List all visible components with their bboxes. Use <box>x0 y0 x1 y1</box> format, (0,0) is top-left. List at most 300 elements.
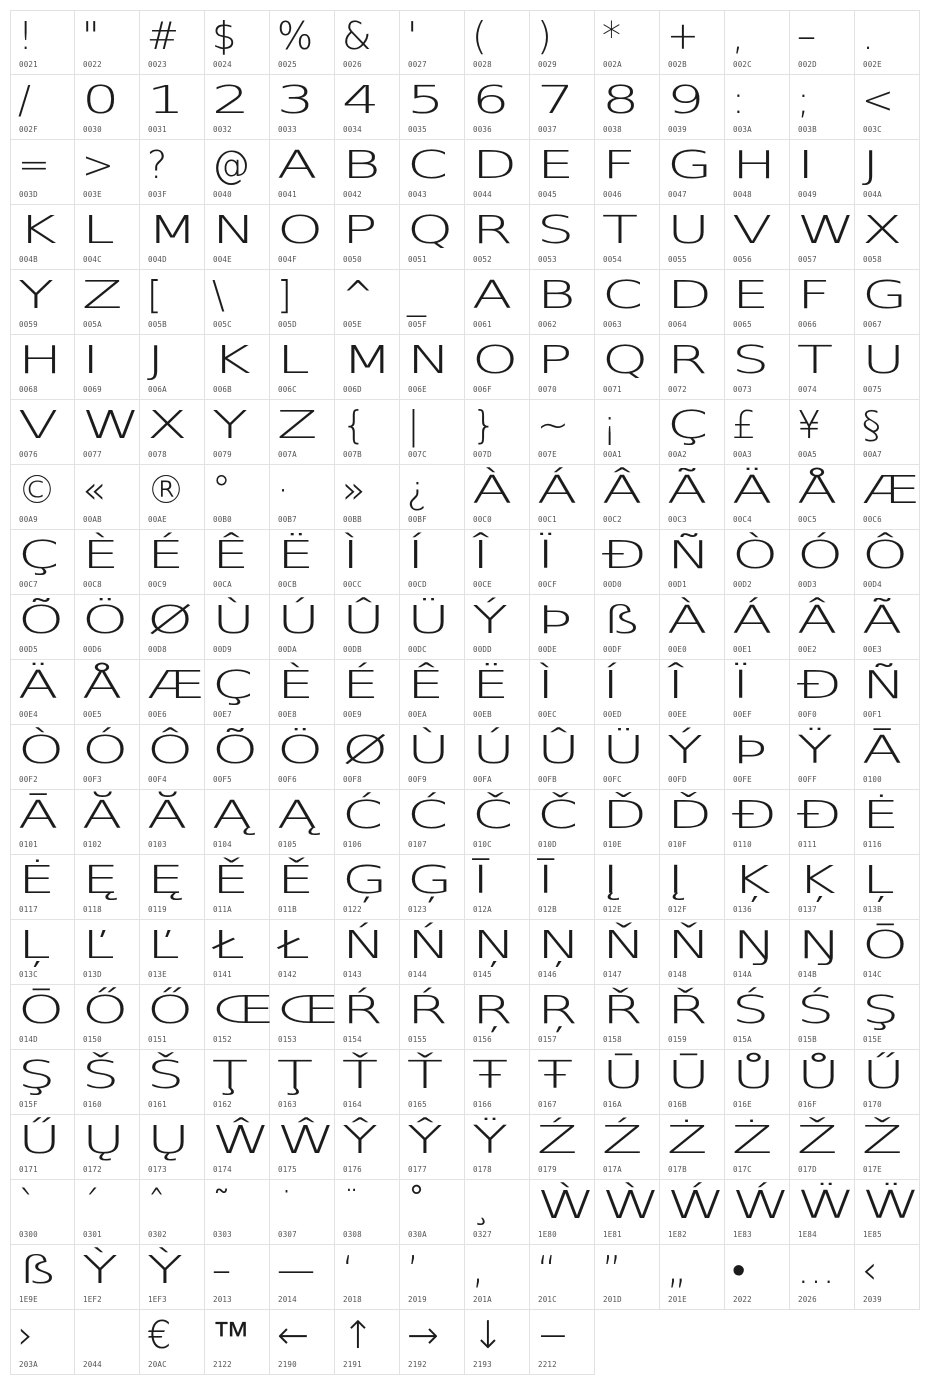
glyph-cell <box>10 465 75 530</box>
glyph-cell <box>530 400 595 465</box>
glyph-sample: X <box>862 208 903 252</box>
glyph-cell <box>855 465 920 530</box>
codepoint-label: 0076 <box>19 450 38 459</box>
codepoint-label: 002A <box>603 60 622 69</box>
codepoint-label: 006E <box>408 385 427 394</box>
glyph-sample: } <box>472 403 497 447</box>
codepoint-label: 0069 <box>83 385 102 394</box>
glyph-cell <box>140 1050 205 1115</box>
codepoint-label: 00EB <box>473 710 492 719</box>
codepoint-label: 1EF3 <box>148 1295 167 1304</box>
glyph-cell <box>205 1245 270 1310</box>
codepoint-label: 00D1 <box>668 580 687 589</box>
glyph-sample: Ä <box>18 663 59 707</box>
codepoint-label: 00D4 <box>863 580 882 589</box>
glyph-cell <box>595 140 660 205</box>
glyph-cell <box>205 400 270 465</box>
glyph-cell <box>10 660 75 725</box>
codepoint-label: 0179 <box>538 1165 557 1174</box>
glyph-cell <box>660 270 725 335</box>
codepoint-label: 007A <box>278 450 297 459</box>
codepoint-label: 2212 <box>538 1360 557 1369</box>
glyph-sample: É <box>147 533 185 577</box>
codepoint-label: 00EA <box>408 710 427 719</box>
codepoint-label: 016E <box>733 1100 752 1109</box>
glyph-cell <box>400 465 465 530</box>
glyph-cell <box>270 335 335 400</box>
codepoint-label: 0072 <box>668 385 687 394</box>
codepoint-label: 0162 <box>213 1100 232 1109</box>
codepoint-label: 00F0 <box>798 710 817 719</box>
glyph-cell <box>530 75 595 140</box>
glyph-sample: Ŕ <box>342 988 383 1032</box>
glyph-sample: Ç <box>212 663 254 707</box>
glyph-cell <box>10 335 75 400</box>
glyph-sample: X <box>147 403 188 447</box>
glyph-cell <box>75 790 140 855</box>
glyph-sample: È <box>277 663 315 707</box>
glyph-sample: $ <box>212 14 237 58</box>
codepoint-label: 0103 <box>148 840 167 849</box>
codepoint-label: 00B0 <box>213 515 232 524</box>
glyph-sample: Ō <box>862 923 909 967</box>
glyph-cell <box>465 75 530 140</box>
glyph-cell <box>530 205 595 270</box>
glyph-sample: → <box>407 1313 439 1357</box>
glyph-cell <box>595 660 660 725</box>
glyph-cell <box>400 855 465 920</box>
glyph-sample: ( <box>472 14 487 58</box>
glyph-cell <box>660 920 725 985</box>
codepoint-label: 0031 <box>148 125 167 134</box>
glyph-cell <box>790 335 855 400</box>
codepoint-label: 0061 <box>473 320 492 329</box>
glyph-cell <box>465 10 530 75</box>
glyph-cell <box>140 920 205 985</box>
glyph-cell <box>530 1310 595 1375</box>
glyph-cell <box>660 985 725 1050</box>
glyph-sample: J <box>147 338 165 382</box>
glyph-cell <box>140 660 205 725</box>
glyph-cell <box>855 400 920 465</box>
glyph-cell <box>855 985 920 1050</box>
codepoint-label: 0137 <box>798 905 817 914</box>
glyph-sample: › <box>18 1313 34 1357</box>
glyph-cell <box>595 335 660 400</box>
glyph-cell <box>335 75 400 140</box>
glyph-cell <box>660 855 725 920</box>
glyph-cell <box>400 140 465 205</box>
glyph-sample: Ê <box>212 533 250 577</box>
codepoint-label: 00C4 <box>733 515 752 524</box>
glyph-sample: F <box>602 143 636 187</box>
codepoint-label: 005B <box>148 320 167 329</box>
glyph-sample: Ō <box>18 988 65 1032</box>
glyph-cell <box>335 985 400 1050</box>
glyph-cell <box>855 75 920 140</box>
glyph-sample: U <box>862 338 906 382</box>
glyph-sample: > <box>82 143 114 187</box>
glyph-cell <box>530 465 595 530</box>
glyph-sample: Ő <box>147 988 194 1032</box>
codepoint-label: 004D <box>148 255 167 264</box>
glyph-cell <box>335 400 400 465</box>
glyph-cell <box>205 595 270 660</box>
glyph-cell <box>725 335 790 400</box>
glyph-cell <box>660 725 725 790</box>
glyph-cell <box>465 660 530 725</box>
codepoint-label: 00E2 <box>798 645 817 654</box>
glyph-cell <box>75 465 140 530</box>
glyph-sample: À <box>472 468 513 512</box>
codepoint-label: 00BB <box>343 515 362 524</box>
glyph-cell <box>270 140 335 205</box>
glyph-cell <box>205 335 270 400</box>
glyph-cell <box>725 400 790 465</box>
glyph-sample: Ü <box>407 598 451 642</box>
codepoint-label: 00A7 <box>863 450 882 459</box>
glyph-sample: Ľ <box>147 923 180 967</box>
glyph-cell <box>530 985 595 1050</box>
glyph-cell <box>270 595 335 660</box>
codepoint-label: 0063 <box>603 320 622 329</box>
glyph-cell <box>270 400 335 465</box>
glyph-sample: : <box>732 78 745 122</box>
glyph-sample: D <box>472 143 518 187</box>
codepoint-label: 00CC <box>343 580 362 589</box>
codepoint-label: 002F <box>19 125 38 134</box>
codepoint-label: 00E1 <box>733 645 752 654</box>
glyph-cell <box>855 205 920 270</box>
glyph-sample: \ <box>212 273 225 317</box>
glyph-sample: Ŗ <box>472 988 513 1032</box>
glyph-cell <box>465 1115 530 1180</box>
codepoint-label: 201A <box>473 1295 492 1304</box>
glyph-sample: A <box>277 143 318 187</box>
glyph-sample: I <box>82 338 100 382</box>
codepoint-label: 010E <box>603 840 622 849</box>
codepoint-label: 0300 <box>19 1230 38 1239</box>
glyph-sample: Ñ <box>667 533 712 577</box>
codepoint-label: 014C <box>863 970 882 979</box>
glyph-cell <box>530 270 595 335</box>
codepoint-label: 0148 <box>668 970 687 979</box>
glyph-cell <box>790 465 855 530</box>
glyph-cell <box>530 1180 595 1245</box>
glyph-sample: ↑ <box>342 1313 374 1357</box>
glyph-sample: Ģ <box>342 858 388 902</box>
glyph-cell <box>465 335 530 400</box>
glyph-cell <box>10 725 75 790</box>
codepoint-label: 00ED <box>603 710 622 719</box>
codepoint-label: 0136 <box>733 905 752 914</box>
glyph-cell <box>660 1050 725 1115</box>
glyph-cell <box>75 595 140 660</box>
codepoint-label: 00CB <box>278 580 297 589</box>
codepoint-label: 00E8 <box>278 710 297 719</box>
glyph-sample: Ž <box>797 1118 838 1162</box>
codepoint-label: 010C <box>473 840 492 849</box>
glyph-sample: Â <box>602 468 643 512</box>
glyph-sample: Æ <box>147 663 205 707</box>
glyph-cell <box>660 1115 725 1180</box>
glyph-sample: Ö <box>277 728 324 772</box>
glyph-sample: V <box>18 403 59 447</box>
codepoint-label: 007B <box>343 450 362 459</box>
glyph-sample: Ỳ <box>82 1248 118 1292</box>
glyph-cell <box>335 335 400 400</box>
glyph-sample: € <box>147 1313 172 1357</box>
codepoint-label: 0178 <box>473 1165 492 1174</box>
codepoint-label: 0161 <box>148 1100 167 1109</box>
glyph-cell <box>530 595 595 660</box>
codepoint-label: 00B7 <box>278 515 297 524</box>
glyph-cell <box>595 1050 660 1115</box>
glyph-sample: É <box>342 663 380 707</box>
glyph-cell <box>725 855 790 920</box>
codepoint-label: 005F <box>408 320 427 329</box>
codepoint-label: 0147 <box>603 970 622 979</box>
codepoint-label: 0048 <box>733 190 752 199</box>
glyph-cell <box>400 1310 465 1375</box>
glyph-cell <box>400 335 465 400</box>
codepoint-label: 015E <box>863 1035 882 1044</box>
glyph-cell <box>205 140 270 205</box>
glyph-sample: Þ <box>537 598 573 642</box>
glyph-cell <box>465 1310 530 1375</box>
glyph-sample: Ú <box>277 598 321 642</box>
glyph-sample: Ő <box>82 988 129 1032</box>
glyph-sample: G <box>862 273 908 317</box>
glyph-cell <box>75 1050 140 1115</box>
glyph-sample: Ă <box>147 793 188 837</box>
glyph-sample: Ò <box>18 728 65 772</box>
glyph-cell <box>465 1180 530 1245</box>
glyph-sample: ‘ <box>342 1248 355 1292</box>
glyph-sample: * <box>602 14 621 58</box>
codepoint-label: 0036 <box>473 125 492 134</box>
glyph-sample: Æ <box>862 468 920 512</box>
codepoint-label: 1E83 <box>733 1230 752 1239</box>
codepoint-label: 0165 <box>408 1100 427 1109</box>
glyph-cell <box>725 270 790 335</box>
codepoint-label: 0023 <box>148 60 167 69</box>
glyph-sample: … <box>797 1248 835 1292</box>
glyph-cell <box>465 920 530 985</box>
glyph-cell <box>270 1050 335 1115</box>
glyph-cell <box>400 985 465 1050</box>
glyph-sample: T <box>797 338 833 382</box>
glyph-cell <box>855 595 920 660</box>
glyph-cell <box>140 725 205 790</box>
codepoint-label: 017B <box>668 1165 687 1174</box>
glyph-cell <box>595 1245 660 1310</box>
glyph-sample: Ń <box>342 923 387 967</box>
glyph-sample: M <box>342 338 393 382</box>
codepoint-label: 00EC <box>538 710 557 719</box>
glyph-cell <box>725 1245 790 1310</box>
glyph-cell <box>335 1310 400 1375</box>
glyph-sample: Ė <box>18 858 56 902</box>
glyph-sample: ¸ <box>472 1183 491 1227</box>
codepoint-label: 0308 <box>343 1230 362 1239</box>
glyph-sample: Ù <box>407 728 451 772</box>
codepoint-label: 0158 <box>603 1035 622 1044</box>
codepoint-label: 0056 <box>733 255 752 264</box>
glyph-sample: Ä <box>732 468 773 512</box>
codepoint-label: 0105 <box>278 840 297 849</box>
glyph-sample: # <box>147 14 179 58</box>
codepoint-label: 013B <box>863 905 882 914</box>
glyph-cell <box>725 1115 790 1180</box>
glyph-cell <box>140 1245 205 1310</box>
glyph-sample: S <box>537 208 575 252</box>
glyph-sample: Ď <box>602 793 648 837</box>
codepoint-label: 0144 <box>408 970 427 979</box>
glyph-sample: Ð <box>602 533 648 577</box>
glyph-cell <box>270 985 341 1050</box>
codepoint-label: 0155 <box>408 1035 427 1044</box>
glyph-cell <box>595 725 660 790</box>
glyph-sample: | <box>407 403 420 447</box>
codepoint-label: 00BF <box>408 515 427 524</box>
glyph-sample: Ö <box>82 598 129 642</box>
glyph-cell <box>205 725 270 790</box>
glyph-cell <box>855 140 920 205</box>
codepoint-label: 0040 <box>213 190 232 199</box>
glyph-cell <box>10 10 75 75</box>
glyph-cell <box>855 530 920 595</box>
glyph-sample: Î <box>667 663 685 707</box>
glyph-cell <box>75 660 140 725</box>
codepoint-label: 0175 <box>278 1165 297 1174</box>
glyph-sample: Í <box>602 663 620 707</box>
glyph-cell <box>205 1180 270 1245</box>
codepoint-label: 004C <box>83 255 102 264</box>
codepoint-label: 00CA <box>213 580 232 589</box>
glyph-cell <box>10 530 75 595</box>
glyph-sample: Č <box>472 793 514 837</box>
glyph-cell <box>140 1310 205 1375</box>
glyph-sample: _ <box>407 273 426 317</box>
glyph-cell <box>855 270 920 335</box>
glyph-sample: Ŷ <box>342 1118 378 1162</box>
glyph-sample: 1 <box>147 78 185 122</box>
glyph-cell <box>660 400 725 465</box>
codepoint-label: 201C <box>538 1295 557 1304</box>
glyph-sample: E <box>537 143 575 187</box>
glyph-sample: Ę <box>82 858 120 902</box>
glyph-sample: Œ <box>212 988 276 1032</box>
glyph-cell <box>790 270 855 335</box>
codepoint-label: 0065 <box>733 320 752 329</box>
glyph-cell <box>660 595 725 660</box>
glyph-cell <box>335 530 400 595</box>
glyph-sample: C <box>602 273 644 317</box>
glyph-cell <box>270 1310 335 1375</box>
glyph-sample: Ś <box>797 988 835 1032</box>
glyph-cell <box>205 465 270 530</box>
codepoint-label: 0033 <box>278 125 297 134</box>
glyph-sample: Ť <box>407 1053 443 1097</box>
codepoint-label: 0045 <box>538 190 557 199</box>
glyph-sample: ) <box>537 14 552 58</box>
glyph-sample: Ŋ <box>797 923 842 967</box>
glyph-sample: Ô <box>147 728 194 772</box>
codepoint-label: 0122 <box>343 905 362 914</box>
glyph-cell <box>400 75 465 140</box>
glyph-cell <box>75 1180 140 1245</box>
codepoint-label: 2013 <box>213 1295 232 1304</box>
glyph-sample: ! <box>18 14 34 58</box>
glyph-cell <box>205 270 270 335</box>
codepoint-label: 0176 <box>343 1165 362 1174</box>
glyph-sample: ’ <box>407 1248 420 1292</box>
codepoint-label: 2190 <box>278 1360 297 1369</box>
glyph-cell <box>335 725 400 790</box>
glyph-cell <box>75 75 140 140</box>
glyph-cell <box>725 140 790 205</box>
glyph-sample: Õ <box>212 728 259 772</box>
codepoint-label: 00F4 <box>148 775 167 784</box>
glyph-sample: Ţ <box>277 1053 313 1097</box>
codepoint-label: 201D <box>603 1295 622 1304</box>
glyph-cell <box>10 985 75 1050</box>
codepoint-label: 0066 <box>798 320 817 329</box>
glyph-sample: O <box>277 208 324 252</box>
glyph-sample: Ø <box>342 728 389 772</box>
glyph-sample: Ì <box>342 533 360 577</box>
glyph-sample: I <box>797 143 815 187</box>
glyph-sample: Š <box>82 1053 120 1097</box>
glyph-cell <box>595 790 660 855</box>
codepoint-label: 00D6 <box>83 645 102 654</box>
glyph-sample: Ş <box>18 1053 56 1097</box>
codepoint-label: 0021 <box>19 60 38 69</box>
codepoint-label: 0029 <box>538 60 557 69</box>
glyph-sample: / <box>18 78 31 122</box>
glyph-sample: Ñ <box>862 663 907 707</box>
codepoint-label: 0024 <box>213 60 232 69</box>
codepoint-label: 007D <box>473 450 492 459</box>
glyph-cell <box>205 985 276 1050</box>
codepoint-label: 00F8 <box>343 775 362 784</box>
codepoint-label: 00F3 <box>83 775 102 784</box>
glyph-sample: Ľ <box>82 923 115 967</box>
codepoint-label: 0050 <box>343 255 362 264</box>
glyph-sample: D <box>667 273 713 317</box>
glyph-cell <box>725 920 790 985</box>
codepoint-label: 0032 <box>213 125 232 134</box>
glyph-sample: W <box>82 403 141 447</box>
glyph-cell <box>335 1245 400 1310</box>
codepoint-label: 00DC <box>408 645 427 654</box>
glyph-cell <box>660 530 725 595</box>
glyph-sample: Ą <box>212 793 253 837</box>
codepoint-label: 017C <box>733 1165 752 1174</box>
glyph-cell <box>855 725 920 790</box>
codepoint-label: 004F <box>278 255 297 264</box>
glyph-cell <box>400 1115 465 1180</box>
glyph-cell <box>465 1050 530 1115</box>
glyph-sample: Á <box>732 598 773 642</box>
glyph-cell <box>140 1180 205 1245</box>
glyph-cell <box>335 595 400 660</box>
codepoint-label: 0123 <box>408 905 427 914</box>
glyph-sample: R <box>667 338 708 382</box>
codepoint-label: 012A <box>473 905 492 914</box>
glyph-sample: ¥ <box>797 403 822 447</box>
